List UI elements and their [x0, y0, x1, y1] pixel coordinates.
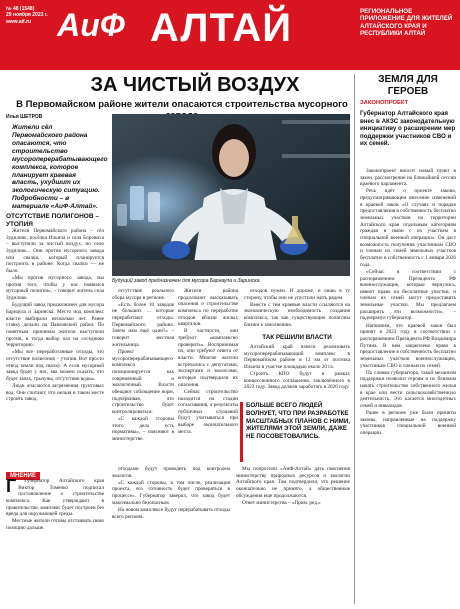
photo-caption: Будущий завод предназначен для мусора Барнаула и Заринска. [112, 278, 261, 284]
sidebar-body [360, 168, 456, 604]
sidebar-title: ЗЕМЛЯ ДЛЯ ГЕРОЕВ [378, 74, 438, 97]
column-3 [178, 288, 238, 458]
supplement-note: РЕГИОНАЛЬНОЕ ПРИЛОЖЕНИЕ ДЛЯ ЖИТЕЛЕЙ АЛТАЙСКОГО КРАЯ И РЕСПУБЛИКИ АЛТАЙ [360, 8, 453, 38]
opinion-label [6, 464, 104, 479]
column-bottom-left [6, 478, 104, 604]
paragraph: «С каждой стороны этого дела есть нормативы», – поясняют в министерстве. [112, 415, 174, 442]
paragraph: Строить КПО будут в рамках концессионного соглашения, заключённого в 2023 году. Завод должен заработать в 2026 году. [244, 371, 350, 391]
sidebar-rubric: ЗАКОНОПРОЕКТ [360, 100, 409, 106]
paragraph: Речь идёт о проекте закона, предусматривающем внесение изменений в краевой закон «О случаях и порядке предоставления в собственность бесплатно земельных участков на территории Алтайского края отдельным категориям граждан в связи с их участием в специальной военной операции». Он даст возможность получения участникам СВО и членам их семей земельных участков бесплатно в собственность с 1 января 2026 года. [360, 188, 456, 268]
paragraph: В частности, они требуют «комплексно проверить». Воспринимая их, они требуют ответа от власти. Многие жители встречались с депутатами, экспертами и экологами, которые подтвердили их опасения. [178, 328, 238, 388]
section-title-1: ОТСУТСТВИЕ ПОЛИГОНОВ – УТОПИЯ [6, 213, 99, 228]
paragraph: отходов нужен. И дороже, и лишь в ту сторону, чтобы они не упустили жить рядом. [244, 288, 350, 301]
lab-photo-image [112, 114, 350, 276]
paragraph: Законопроект вносит новый пункт в закон, рассмотрение на ближайшей сессии краевого парламента. [360, 168, 456, 188]
column-bottom-right [236, 466, 350, 604]
paragraph: «С каждой стороны, в том числе, реализация проекта, его готовность будет проверяться в процессе». Губернатор заверил, что завод будет максимально безопасным. [112, 479, 230, 506]
article-photo [112, 114, 350, 276]
aif-logo [50, 2, 132, 46]
article-lead: Жители сёл Первомайского района опасаются, что строительство мусороперерабатывающего комплекса, которое планирует краевая власть, ухудшит их экологическую ситуацию. Подробности – в материале «АиФ-Алтай». [12, 124, 108, 211]
sidebar-lead: Губернатор Алтайского края внес в АКЗС законодательную инициативу о расширении мер поддержки участников СВО и их семей. [360, 110, 456, 148]
column-2 [112, 288, 174, 458]
paragraph: отходами будут проводить под контролем экологов. [112, 466, 230, 479]
paragraph: отсутствие реального сбора мусора в регионе. [112, 288, 174, 301]
opinion-label-text: МНЕНИЕ [6, 472, 40, 480]
paragraph: Вместе с тем краевые власти ссылаются на экономическую необходимость создания комплекса, так как существующие полигоны близки к заполнению. [244, 301, 350, 328]
paragraph: Жители Первомайского района – сёл Зудилово, посёлка Ильича и села Боровиха – выступили за чистый воздух, но село Зудилово... Они против мусорного завода или свалки, который планируется построить в районе. Когда свалки — не было. [6, 228, 104, 274]
paragraph: Губернатор Алтайского края Виктор Томенко подписал постановление о строительстве комплекса. Как утверждают в правительстве, комплекс будет построен без вреда для окружающей среды. [6, 478, 104, 518]
dropcap: Г [6, 478, 17, 496]
pull-quote: БОЛЬШЕ ВСЕГО ЛЮДЕЙ ВОЛНУЕТ, ЧТО ПРИ РАЗРАБОТКЕ МАСШТАБНЫХ ПЛАНОВ С НИМИ, ЖИТЕЛЯМИ ЭТОЙ ЗЕМЛИ, ДАЖЕ НЕ ПОСОВЕТОВАЛИСЬ. [246, 402, 350, 440]
paragraph: Жители района продолжают высказывать опасения о строительстве комплекса по переработке отходов вблизи жилых кварталов. [178, 288, 238, 328]
issue-info [6, 6, 48, 25]
column-1 [6, 228, 104, 460]
column-4b [244, 344, 350, 400]
article-headline: ЗА ЧИСТЫЙ ВОЗДУХ [90, 74, 300, 96]
article-author: Илья ШЕТРОВ [6, 114, 43, 120]
paragraph: «Сейчас в соответствии с распоряжением Президента РФ военнослужащие, которые вернулись, имеют право на бесплатные участки, и членам их семей могут предоставить земельные участки. Мы предлагаем расширить эти возможности», – подчеркнул губернатор. [360, 268, 456, 322]
paragraph: На новом комплексе будут перерабатывать отходы всего региона. [112, 506, 230, 520]
column-4 [244, 288, 350, 332]
paragraph: По словам губернатора, такой механизм поддержки позволит героям и их близким начать строительство собственного жилья в крае или вести сельскохозяйственную деятельность. Это касается многодетных семей и инвалидов. [360, 369, 456, 409]
paragraph: «Мы все переработанные отходы, это отсутствие полигонов – утопия. Вот просто отвод земли под свалку. А если мусорный завод будет у нас, мы можем сказать, что будет запах, грызуны, отсутствие воды». [6, 349, 104, 382]
paragraph: Проект мусороперерабатывающего комплекса позиционируется как современный и экологичный. Власти обещают соблюдение норм, подчёркивая, что строительство будет контролироваться. [112, 348, 174, 415]
paragraph: «Мы против мусорного завода, мы против того, чтобы у нас появился мусорный полигон», – говорит житель села Зудилово. [6, 275, 104, 302]
paragraph: Мы попросили «АиФ-Алтай» дать пояснения министерству природных ресурсов и экологии Алтайского края. Там подтвердили, что решение окончательно не принято, а общественные обсуждения еще продолжаются. [236, 466, 350, 499]
pull-quote-bar [240, 402, 243, 462]
paragraph: Будущий завод предназначен для мусора Барнаула и Заринска. Место под комплекс власти выбирали несколько лет. Ранее ставку делали на Павловский район. По понятным причинам жители выступили против, и тогда выбор пал на соседнюю территорию. [6, 302, 104, 349]
paragraph: Местные жители готовы отстаивать свою позицию дальше. [6, 518, 104, 532]
masthead [0, 0, 460, 70]
paragraph: Алтайский край взялся реализовать мусороперерабатывающий комплекс в Первомайском районе в 12 км от поселка Ильича в участке площадью около 20 га. [244, 344, 350, 370]
paragraph: Напомним, что краевой закон был принят в 2023 году в соответствии с распоряжением Президента РФ Владимира Путина. В нем закреплено право в предоставление в собственность бесплатно земельных участков военнослужащим, участникам СВО и членам их семей. [360, 322, 456, 369]
logo-text: АиФ [57, 7, 125, 43]
issue-date: 29 ноября 2023 г. [6, 12, 48, 19]
paragraph: Сейчас строительство находится на стадии согласования, а результаты публичных слушаний будут учитываться при выборе окончательного места. [178, 388, 238, 435]
article-subhead: В Первомайском районе жители опасаются строительства мусорного [16, 99, 348, 110]
section-title-2: ТАК РЕШИЛИ ВЛАСТИ [262, 334, 332, 341]
paragraph: Люди опасаются загрязнения грунтовых вод. Они считают, что нельзя в таком месте строить завод. [6, 383, 104, 403]
paragraph: «Есть более 10 заводов не больших ... которые переработают отходы. Первомайского района. Зачем нам ещё один?» – говорит местная жительница. [112, 301, 174, 348]
issue-site: www.aif.ru [6, 18, 32, 25]
column-divider [354, 74, 355, 604]
brand-title: АЛТАЙ [150, 6, 292, 50]
paragraph: Ответ министерства – «Прим. ред.» [242, 499, 321, 506]
column-bottom-mid [112, 466, 230, 604]
issue-number: № 48 (1548) [6, 6, 35, 12]
paragraph: Ранее в регионе уже были приняты законы, направленные на поддержку участников специальной военной операции. [360, 410, 456, 437]
